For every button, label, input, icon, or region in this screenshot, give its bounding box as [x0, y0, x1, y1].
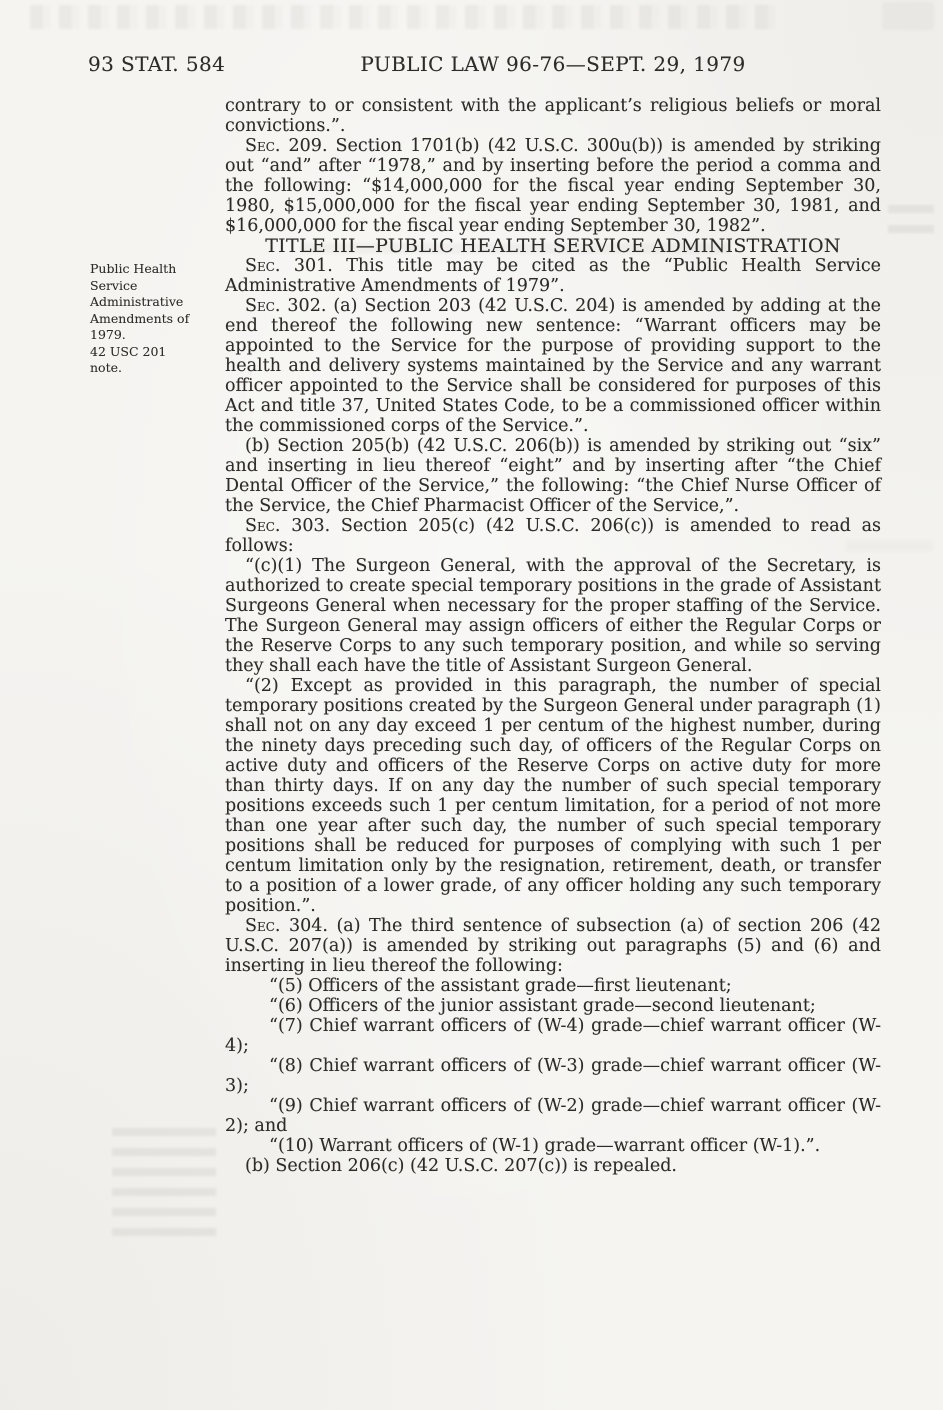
paragraph-quoted-c2: “(2) Except as provided in this paragraph, the number of special temporary positions created by the Surgeon General under paragraph (1) shall not on any day exceed 1 per centum of the highest number, during the ninety days preceding such day, of officers of the Regular Corps on active duty and officers of the Reserve Corps on active duty for more than thirty days. If on any day the number of such special temporary positions exceeds such 1 per centum limitation, for a period of not more than one year after such day, the number of such special temporary positions shall be reduced for purposes of complying with such 1 per centum limitation only by the resignation, retirement, death, or transfer to a position of a lower grade, of any officer holding any such temporary position.”.: [225, 676, 881, 916]
paragraph-carryover: contrary to or consistent with the applicant’s religious beliefs or moral convictions.”.: [225, 96, 881, 136]
list-item-grade-10: “(10) Warrant officers of (W-1) grade—warrant officer (W-1).”.: [269, 1136, 821, 1156]
section-label: Sec.: [245, 516, 281, 536]
bleed-through-mark: [30, 5, 775, 29]
section-label: Sec.: [245, 136, 281, 156]
paragraph-sec-303: Sec. 303. Section 205(c) (42 U.S.C. 206(c)) is amended to read as follows:: [225, 516, 881, 556]
list-item-grade-8: “(8) Chief warrant officers of (W-3) grade—chief warrant officer (W-3);: [225, 1056, 881, 1096]
paragraph-quoted-c1: “(c)(1) The Surgeon General, with the approval of the Secretary, is authorized to create special temporary positions in the grade of Assistant Surgeons General when necessary for the proper staffing of the Service. The Surgeon General may assign officers of either the Regular Corps or the Reserve Corps to any such temporary position, and while so serving they shall each have the title of Assistant Surgeon General.: [225, 556, 881, 676]
list-item-grade-9: “(9) Chief warrant officers of (W-2) grade—chief warrant officer (W-2); and: [225, 1096, 881, 1136]
list-item-grade-7: “(7) Chief warrant officers of (W-4) grade—chief warrant officer (W-4);: [225, 1016, 881, 1056]
list-item-grade-6: “(6) Officers of the junior assistant grade—second lieutenant;: [269, 996, 816, 1016]
paragraph-sec-302b: (b) Section 205(b) (42 U.S.C. 206(b)) is amended by striking out “six” and inserting in lieu thereof “eight” and by inserting after “the Chief Dental Officer of the Service,” the following: “the Chief Nurse Officer of the Service, the Chief Pharmacist Officer of the Service,”.: [225, 436, 881, 516]
paragraph-sec-304b: (b) Section 206(c) (42 U.S.C. 207(c)) is repealed.: [245, 1156, 677, 1176]
bleed-through-mark: [112, 1128, 216, 1244]
statutes-page-number: 93 STAT. 584: [88, 52, 226, 76]
margin-note-block: [90, 261, 202, 377]
paragraph-sec-209: Sec. 209. Section 1701(b) (42 U.S.C. 300u(b)) is amended by striking out “and” after “1978,” and by inserting before the period a comma and the following: “$14,000,000 for the fiscal year ending September 30, 1980, $15,000,000 for the fiscal year ending September 30, 1981, and $16,000,000 for the fiscal year ending September 30, 1982”.: [225, 136, 881, 236]
paragraph-sec-302a: Sec. 302. (a) Section 203 (42 U.S.C. 204) is amended by adding at the end thereof the following new sentence: “Warrant officers may be appointed to the Service for the purpose of providing support to the health and delivery systems maintained by the Service and any warrant officer appointed to the Service shall be considered for purposes of this Act and title 37, United States Code, to be a commissioned officer within the commissioned corps of the Service.”.: [225, 296, 881, 436]
paragraph-sec-304a: Sec. 304. (a) The third sentence of subsection (a) of section 206 (42 U.S.C. 207(a)) is amended by striking out paragraphs (5) and (6) and inserting in lieu thereof the following:: [225, 916, 881, 976]
bleed-through-mark: [882, 2, 934, 30]
section-label: Sec.: [245, 916, 281, 936]
running-head-law-title: PUBLIC LAW 96-76—SEPT. 29, 1979: [360, 52, 746, 76]
margin-note-short-title: Public Health Service Administrative Amendments of 1979.: [90, 261, 190, 342]
title-iii-heading: TITLE III—PUBLIC HEALTH SERVICE ADMINISTRATION: [265, 235, 841, 257]
statute-text-column: [225, 96, 881, 1176]
list-item-grade-5: “(5) Officers of the assistant grade—first lieutenant;: [269, 976, 732, 996]
margin-note-usc-citation: 42 USC 201 note.: [90, 343, 167, 375]
bleed-through-mark: [888, 205, 934, 239]
paragraph-sec-301: Sec. 301. This title may be cited as the “Public Health Service Administrative Amendments of 1979”.: [225, 256, 881, 296]
section-label: Sec.: [245, 296, 281, 316]
section-label: Sec.: [245, 256, 281, 276]
